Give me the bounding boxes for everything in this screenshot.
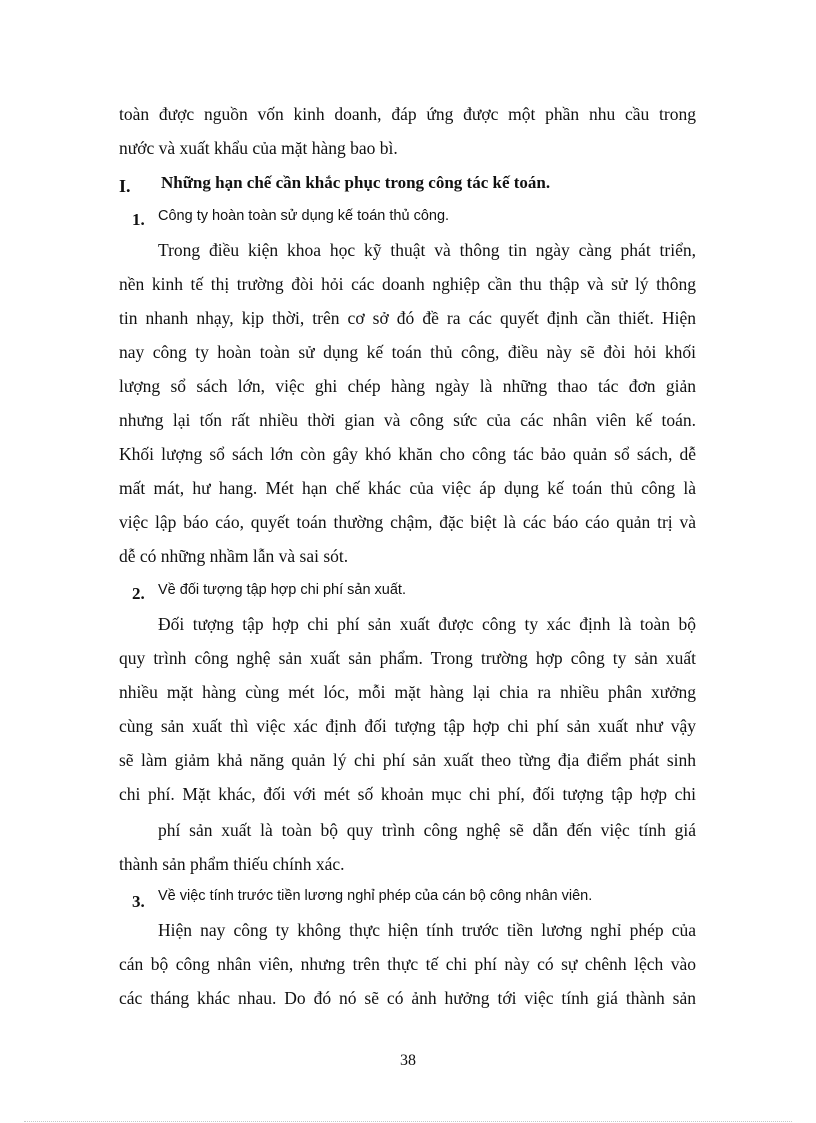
paragraph-line: các tháng khác nhau. Do đó nó sẽ có ảnh hưởng tới việc tính giá thành sản xyxy=(119,988,696,1008)
paragraph-line: lượng sổ sách lớn, việc ghi chép hàng ngày là những thao tác đơn giản xyxy=(119,376,696,396)
paragraph-line: dễ có những nhầm lẫn và sai sót. xyxy=(119,546,349,566)
paragraph-line: phí sản xuất là toàn bộ quy trình công nghệ sẽ dẫn đến việc tính giá xyxy=(158,820,696,840)
subsection-title: Công ty hoàn toàn sử dụng kế toán thủ công. xyxy=(158,208,450,224)
paragraph-line: cùng sản xuất thì việc xác định đối tượng tập hợp chi phí sản xuất như vậy xyxy=(119,716,696,736)
subsection-title: Về đối tượng tập hợp chi phí sản xuất. xyxy=(158,582,406,598)
paragraph-line: nay công ty hoàn toàn sử dụng kế toán thủ công, điều này sẽ đòi hỏi khối xyxy=(119,342,696,362)
subsection-number: 2. xyxy=(132,584,145,603)
paragraph-line: Khối lượng sổ sách lớn còn gây khó khăn cho công tác bảo quản sổ sách, dễ xyxy=(119,444,696,464)
paragraph-line: chi phí. Mặt khác, đối với mét số khoản mục chi phí, đối tượng tập hợp chi xyxy=(119,784,696,804)
page-bottom-divider xyxy=(24,1121,792,1122)
section-number: I. xyxy=(119,176,131,196)
paragraph-line: cán bộ công nhân viên, nhưng trên thực tế chi phí này có sự chênh lệch vào xyxy=(119,954,696,974)
paragraph-line: thành sản phẩm thiếu chính xác. xyxy=(119,854,345,874)
section-title: Những hạn chế cần khắc phục trong công tác kế toán. xyxy=(161,173,551,192)
paragraph-line: nhưng lại tốn rất nhiều thời gian và công sức của các nhân viên kế toán. xyxy=(119,410,696,430)
paragraph-line: nhiều mặt hàng cùng mét lóc, mỗi mặt hàng lại chia ra nhiều phân xưởng xyxy=(119,682,696,702)
paragraph-line: Trong điều kiện khoa học kỹ thuật và thông tin ngày càng phát triển, xyxy=(158,240,696,260)
subsection-title: Về việc tính trước tiền lương nghỉ phép của cán bộ công nhân viên. xyxy=(158,888,593,904)
paragraph-line: việc lập báo cáo, quyết toán thường chậm, đặc biệt là các báo cáo quản trị và xyxy=(119,512,696,532)
subsection-number: 1. xyxy=(132,210,145,229)
paragraph-line: mất mát, hư hang. Mét hạn chế khác của việc áp dụng kế toán thủ công là xyxy=(119,478,696,498)
paragraph-line: Hiện nay công ty không thực hiện tính trước tiền lương nghỉ phép của xyxy=(158,920,696,940)
paragraph-line: quy trình công nghệ sản xuất sản phẩm. Trong trường hợp công ty sản xuất xyxy=(119,648,696,668)
page-number: 38 xyxy=(400,1052,416,1069)
paragraph-line: sẽ làm giảm khả năng quản lý chi phí sản xuất theo từng địa điểm phát sinh xyxy=(119,750,696,770)
paragraph-line: nước và xuất khẩu của mặt hàng bao bì. xyxy=(119,138,398,158)
paragraph-line: tin nhanh nhạy, kịp thời, trên cơ sở đó đề ra các quyết định cần thiết. Hiện xyxy=(119,308,696,328)
paragraph-line: toàn được nguồn vốn kinh doanh, đáp ứng được một phần nhu cầu trong xyxy=(119,104,696,124)
subsection-number: 3. xyxy=(132,892,145,911)
paragraph-line: nền kinh tế thị trường đòi hỏi các doanh nghiệp cần thu thập và sử lý thông xyxy=(119,274,696,294)
paragraph-line: Đối tượng tập hợp chi phí sản xuất được công ty xác định là toàn bộ xyxy=(158,614,696,634)
